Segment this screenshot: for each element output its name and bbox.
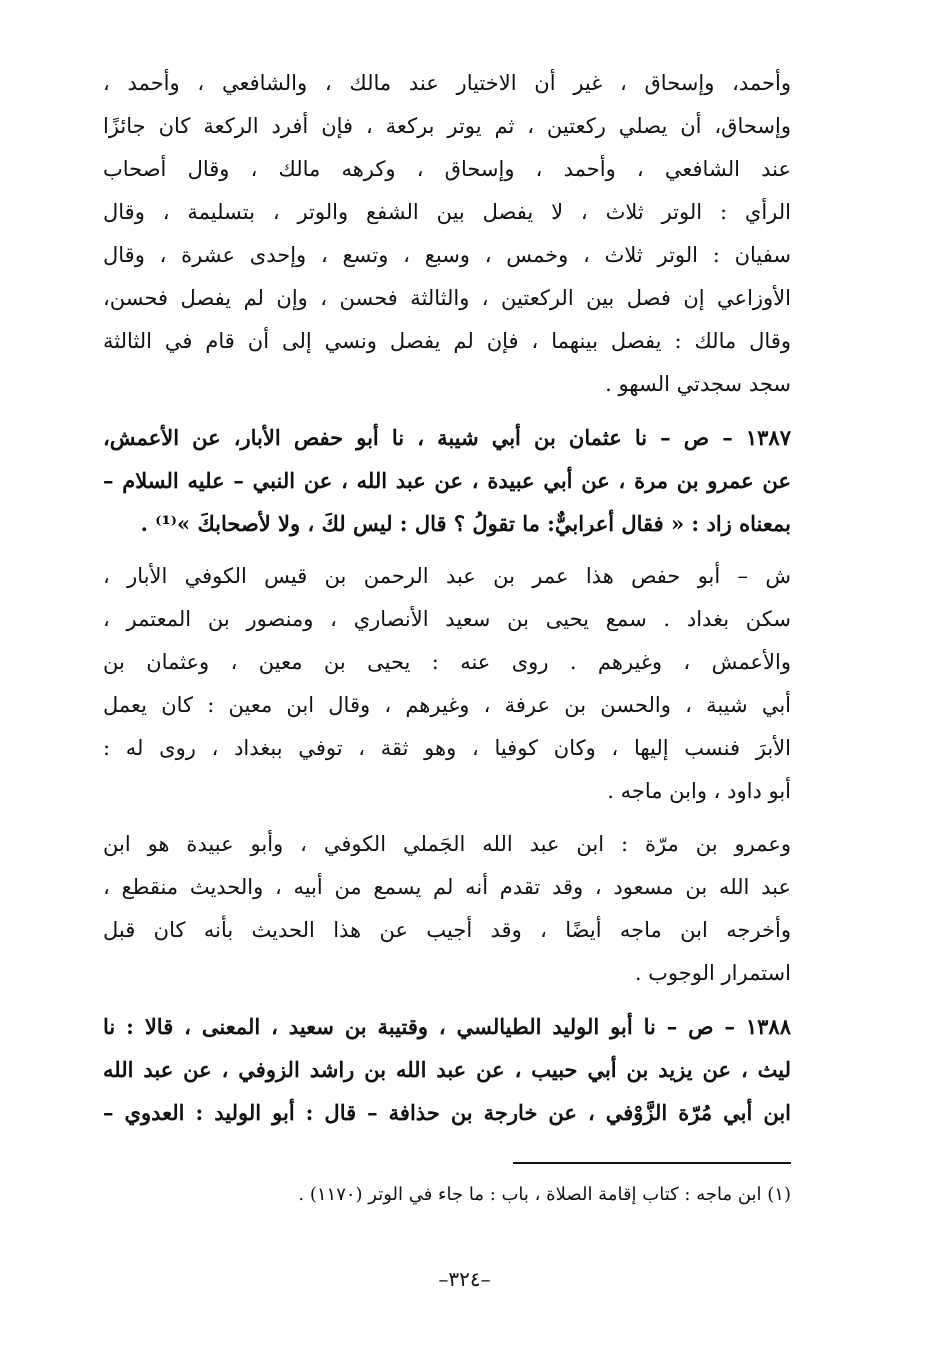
footnote: (١) ابن ماجه : كتاب إقامة الصلاة ، باب : ما جاء في الوتر (١١٧٠) .: [298, 1184, 791, 1205]
text-line: وإسحاق، أن يصلي ركعتين ، ثم يوتر بركعة ، فإن أفرد الركعة كان جائزًا: [103, 114, 791, 138]
paragraph-spacer: [103, 995, 791, 1005]
text-line: الأوزاعي إن فصل بين الركعتين ، والثالثة فحسن ، وإن لم يفصل فحسن،: [103, 286, 791, 310]
text-line: سجد سجدتي السهو .: [605, 372, 791, 396]
text-line: ش – أبو حفص هذا عمر بن عبد الرحمن بن قيس الكوفي الأبار ،: [103, 564, 791, 588]
text-line: استمرار الوجوب .: [634, 961, 791, 985]
text-line: عبد الله بن مسعود ، وقد تقدم أنه لم يسمع من أبيه ، والحديث منقطع ،: [103, 875, 791, 899]
hadith-line: ١٣٨٨ – ص – نا أبو الوليد الطيالسي ، وقتيبة بن سعيد ، المعنى ، قالا : نا: [103, 1014, 791, 1039]
hadith-1387: [103, 416, 791, 545]
text-line: سكن بغداد . سمع يحيى بن سعيد الأنصاري ، ومنصور بن المعتمر ،: [103, 607, 791, 631]
paragraph-spacer: [103, 545, 791, 555]
text-line: الرأي : الوتر ثلاث ، لا يفصل بين الشفع والوتر ، بتسليمة ، وقال: [103, 200, 791, 224]
page-body: [103, 62, 791, 1134]
text-line: والأعمش ، وغيرهم . روى عنه : يحيى بن معين ، وعثمان بن: [103, 650, 791, 674]
text-line: الأبرَ فنسب إليها ، وكان كوفيا ، وهو ثقة ، توفي ببغداد ، روى له :: [103, 736, 791, 760]
text-line: سفيان : الوتر ثلاث ، وخمس ، وسبع ، وتسع ، وإحدى عشرة ، وقال: [103, 243, 791, 267]
text-line: أبو داود ، وابن ماجه .: [607, 779, 791, 803]
hadith-line: ليث ، عن يزيد بن أبي حبيب ، عن عبد الله بن راشد الزوفي ، عن عبد الله: [103, 1057, 791, 1082]
hadith-line: ١٣٨٧ – ص – نا عثمان بن أبي شيبة ، نا أبو حفص الأبار، عن الأعمش،: [103, 425, 791, 450]
text-line: وأخرجه ابن ماجه أيضًا ، وقد أجيب عن هذا الحديث بأنه كان قبل: [103, 918, 791, 942]
hadith-line: بمعناه زاد : « فقال أعرابيٌّ: ما تقولُ ؟ قال : ليس لكَ ، ولا لأصحابكَ »⁽¹⁾ .: [140, 511, 791, 536]
paragraph-spacer: [103, 406, 791, 416]
sharh-1: [103, 555, 791, 813]
text-line: وقال مالك : يفصل بينهما ، فإن لم يفصل ونسي إلى أن قام في الثالثة: [103, 329, 791, 353]
paragraph-1: [103, 62, 791, 406]
text-line: أبي شيبة ، والحسن بن عرفة ، وغيرهم ، وقال ابن معين : كان يعمل: [103, 693, 791, 717]
paragraph-spacer: [103, 813, 791, 823]
page-number: –٣٢٤–: [438, 1267, 491, 1291]
sharh-2: [103, 823, 791, 995]
hadith-line: عن عمرو بن مرة ، عن أبي عبيدة ، عن عبد الله ، عن النبي – عليه السلام –: [103, 468, 791, 493]
text-line: وعمرو بن مرّة : ابن عبد الله الجَملي الكوفي ، وأبو عبيدة هو ابن: [103, 832, 791, 856]
hadith-1388: [103, 1005, 791, 1134]
hadith-line: ابن أبي مُرّة الزَّوْفي ، عن خارجة بن حذافة – قال : أبو الوليد : العدوي –: [103, 1100, 791, 1125]
footnote-divider: [513, 1162, 791, 1164]
text-line: عند الشافعي ، وأحمد ، وإسحاق ، وكرهه مالك ، وقال أصحاب: [103, 157, 791, 181]
text-line: وأحمد، وإسحاق ، غير أن الاختيار عند مالك ، والشافعي ، وأحمد ،: [103, 71, 791, 95]
